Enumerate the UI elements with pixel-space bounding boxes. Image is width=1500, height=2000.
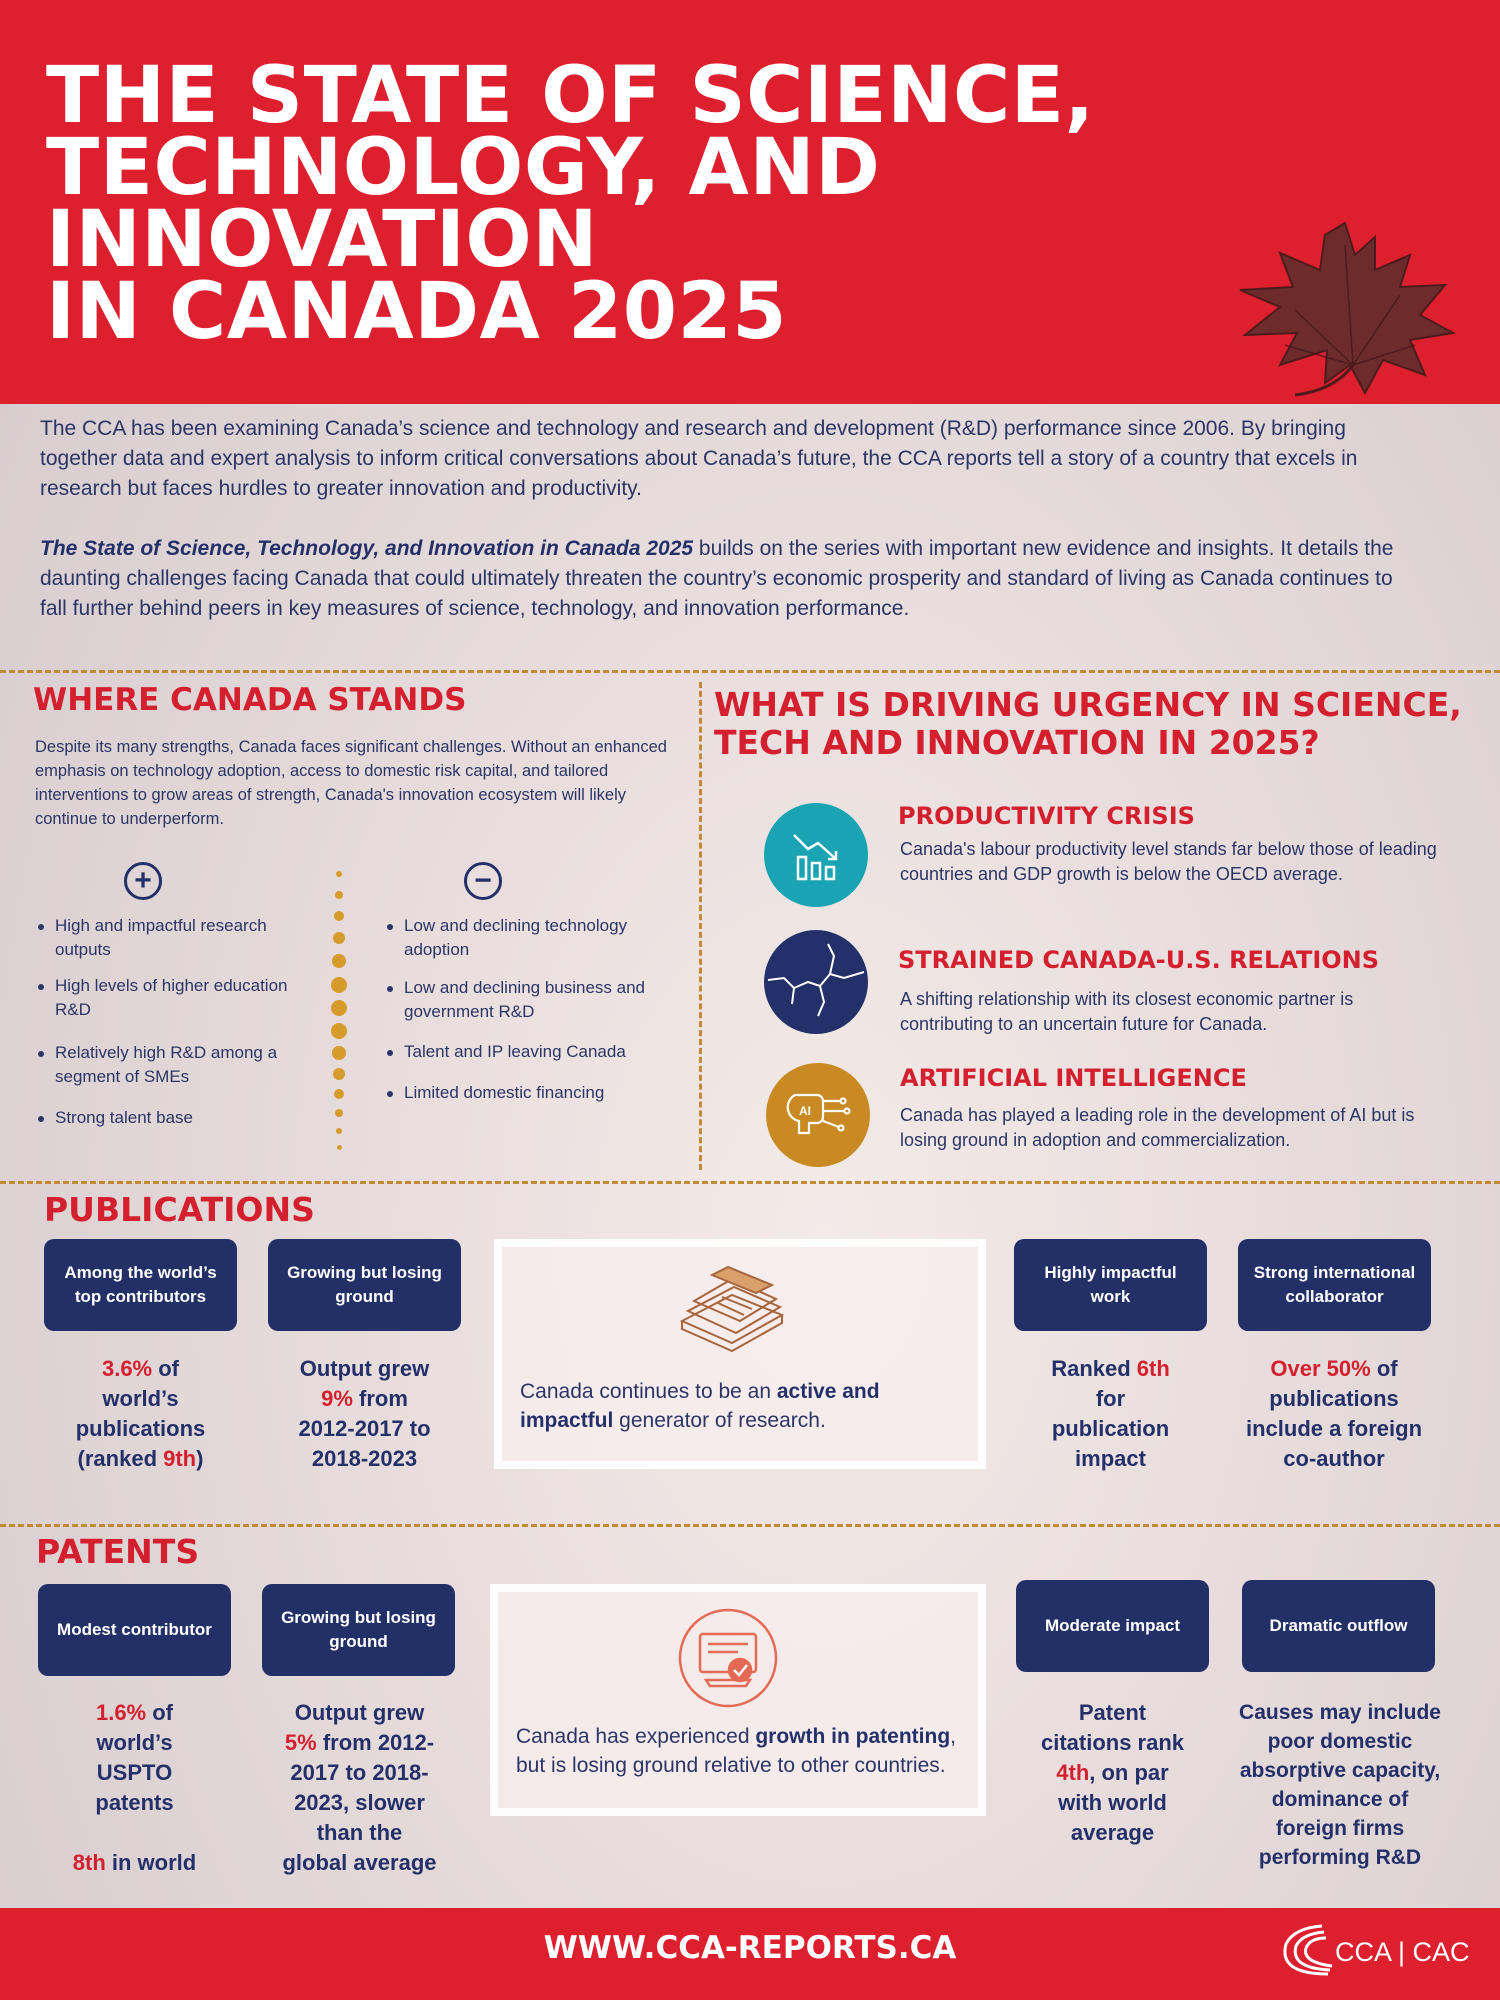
publication-stat <box>268 1354 461 1474</box>
stat-value: 3.6% <box>101 1356 153 1381</box>
stat-text: Patent <box>1078 1700 1147 1725</box>
stat-text: world’s <box>102 1386 179 1411</box>
callout-emphasis: growth in patenting <box>755 1725 951 1748</box>
patent-pill: Modest contributor <box>38 1584 231 1676</box>
divider <box>0 1181 1500 1184</box>
section-heading: PUBLICATIONS <box>44 1190 315 1229</box>
stat-value: 1.6% <box>95 1700 147 1725</box>
patent-pill: Dramatic outflow <box>1242 1580 1435 1672</box>
stacked-papers-icon <box>672 1265 792 1355</box>
stat-text: of <box>1370 1356 1398 1381</box>
plus-icon: + <box>124 862 162 900</box>
stat-text: Ranked <box>1051 1356 1137 1381</box>
intro-section <box>40 414 1420 624</box>
stat-text: than the <box>316 1820 403 1845</box>
stat-text: 2018-2023 <box>311 1446 418 1471</box>
stat-value: Over 50% <box>1270 1356 1371 1381</box>
patent-certificate-icon <box>676 1606 780 1710</box>
urgency-text: Canada's labour productivity level stands far below those of leading countries and GDP growth is below the OECD average. <box>900 839 1437 884</box>
stat-text: average <box>1070 1820 1155 1845</box>
callout-span: Canada continues to be an <box>520 1380 777 1403</box>
stat-text: performing R&D <box>1258 1846 1422 1869</box>
publication-stat <box>1224 1354 1444 1474</box>
patents-callout <box>490 1584 986 1816</box>
stat-text: ) <box>196 1446 204 1471</box>
ai-label: AI <box>799 1104 811 1118</box>
intro-paragraph <box>40 534 1420 624</box>
stat-text: from 2012- <box>316 1730 435 1755</box>
callout-text <box>516 1722 956 1780</box>
stat-value: 5% <box>284 1730 317 1755</box>
title-line: IN CANADA 2025 <box>46 267 788 357</box>
list-item: Talent and IP leaving Canada <box>385 1040 685 1064</box>
stat-value: 4th <box>1056 1760 1090 1785</box>
list-item: Limited domestic financing <box>385 1081 685 1105</box>
list-item: High and impactful research outputs <box>36 914 326 962</box>
stat-text: (ranked <box>77 1446 164 1471</box>
stat-text: USPTO <box>96 1760 173 1785</box>
list-item: Strong talent base <box>36 1106 326 1130</box>
stat-text: impact <box>1075 1446 1146 1471</box>
patent-pill: Moderate impact <box>1016 1580 1209 1672</box>
publication-stat <box>44 1354 237 1474</box>
stat-text: for <box>1095 1386 1126 1411</box>
stat-text: world’s <box>96 1730 173 1755</box>
list-item: Relatively high R&D among a segment of SMEs <box>36 1041 326 1089</box>
callout-span: generator of research. <box>613 1409 826 1432</box>
urgency-text: A shifting relationship with its closest economic partner is contributing to an uncertain future for Canada. <box>900 989 1354 1034</box>
website-link[interactable]: WWW.CCA-REPORTS.CA <box>543 1930 957 1966</box>
urgency-text: Canada has played a leading role in the development of AI but is losing ground in adoption and commercialization. <box>900 1105 1415 1150</box>
section-heading: PATENTS <box>36 1532 200 1571</box>
patent-pill: Growing but losing ground <box>262 1584 455 1676</box>
stat-text: global average <box>282 1850 437 1875</box>
heading-line: WHAT IS DRIVING URGENCY IN SCIENCE, <box>714 685 1462 724</box>
stat-text: of <box>146 1700 174 1725</box>
report-title: The State of Science, Technology, and Innovation in Canada 2025 <box>40 537 694 560</box>
callout-emphasis: active and impactful <box>520 1380 880 1432</box>
patent-stat <box>258 1698 461 1878</box>
stat-text: Causes may include <box>1239 1701 1441 1724</box>
stat-text: 2017 to 2018- <box>290 1760 429 1785</box>
publication-pill: Strong international collaborator <box>1238 1239 1431 1331</box>
divider <box>0 1524 1500 1527</box>
stat-text: Output grew <box>294 1700 425 1725</box>
stat-text: from <box>352 1386 408 1411</box>
publication-pill: Among the world’s top contributors <box>44 1239 237 1331</box>
declining-chart-icon <box>764 803 868 907</box>
list-item: Low and declining business and government R&D <box>385 976 685 1024</box>
publications-callout <box>494 1239 986 1469</box>
intro-text: builds on the series with important new evidence and insights. It details the daunting challenges facing Canada that could ultimately threaten the country’s economic prosperity and standard of living as Canada continues to fall further behind peers in key measures of science, technology, and innovation performance. <box>40 537 1394 620</box>
stat-text: 2023, slower <box>294 1790 425 1815</box>
weaknesses-list <box>385 914 685 1105</box>
intro-paragraph: The CCA has been examining Canada’s science and technology and research and development (R&D) performance since 2006. By bringing together data and expert analysis to inform critical conversations about Canada’s future, the CCA reports tell a story of a country that excels in research but faces hurdles to greater innovation and productivity. <box>40 417 1358 500</box>
stat-text: publication <box>1051 1416 1170 1441</box>
title-line: THE STATE OF SCIENCE, <box>46 51 1095 141</box>
callout-span: , but is losing ground relative to other countries. <box>516 1725 956 1777</box>
stands-description: Despite its many strengths, Canada faces significant challenges. Without an enhanced emphasis on technology adoption, access to domestic risk capital, and tailored interventions to grow areas of strength, Canada's innovation ecosystem will likely continue to underperform. <box>35 738 667 828</box>
list-item: High levels of higher education R&D <box>36 974 326 1022</box>
stat-text: citations rank <box>1040 1730 1185 1755</box>
divider <box>0 670 1500 673</box>
urgency-title: PRODUCTIVITY CRISIS <box>898 802 1195 830</box>
stat-text: absorptive capacity, <box>1239 1759 1441 1782</box>
minus-icon: − <box>464 862 502 900</box>
maple-leaf-image <box>1225 215 1460 400</box>
patent-stat <box>1220 1698 1460 1872</box>
stat-value: 9% <box>321 1386 353 1411</box>
stat-text: Output grew <box>299 1356 430 1381</box>
stat-text: in world <box>105 1850 197 1875</box>
callout-text <box>520 1377 960 1435</box>
stat-text: patents <box>95 1790 174 1815</box>
stat-text: publications <box>75 1416 206 1441</box>
stat-text: of <box>152 1356 180 1381</box>
stat-text: foreign firms <box>1275 1817 1405 1840</box>
stat-value: 9th <box>163 1446 197 1471</box>
publication-pill: Highly impactful work <box>1014 1239 1207 1331</box>
stat-value: 8th <box>72 1850 106 1875</box>
cracked-ground-icon <box>764 930 868 1034</box>
stat-text: 2012-2017 to <box>298 1416 431 1441</box>
stat-text: co-author <box>1283 1446 1385 1471</box>
logo-text: CCA | CAC <box>1335 1937 1470 1967</box>
stat-text: poor domestic <box>1267 1730 1413 1753</box>
urgency-title: ARTIFICIAL INTELLIGENCE <box>900 1064 1247 1092</box>
urgency-title: STRAINED CANADA-U.S. RELATIONS <box>898 946 1380 974</box>
divider <box>699 682 702 1170</box>
list-item: Low and declining technology adoption <box>385 914 685 962</box>
stat-text: dominance of <box>1271 1788 1409 1811</box>
ai-chip-icon <box>766 1063 870 1167</box>
stat-value: 6th <box>1136 1356 1170 1381</box>
patent-stat <box>38 1698 231 1878</box>
stat-text: with world <box>1058 1790 1167 1815</box>
heading-line: TECH AND INNOVATION IN 2025? <box>714 723 1320 762</box>
section-heading <box>714 686 1484 762</box>
stat-text: publications <box>1269 1386 1399 1411</box>
patent-stat <box>1016 1698 1209 1848</box>
section-heading: WHERE CANADA STANDS <box>33 682 467 718</box>
publication-pill: Growing but losing ground <box>268 1239 461 1331</box>
publication-stat <box>1014 1354 1207 1474</box>
callout-span: Canada has experienced <box>516 1725 756 1748</box>
title-line: TECHNOLOGY, AND INNOVATION <box>46 123 881 285</box>
stat-text: include a foreign <box>1245 1416 1423 1441</box>
strengths-list <box>36 914 326 1130</box>
stat-text: , on par <box>1089 1760 1169 1785</box>
